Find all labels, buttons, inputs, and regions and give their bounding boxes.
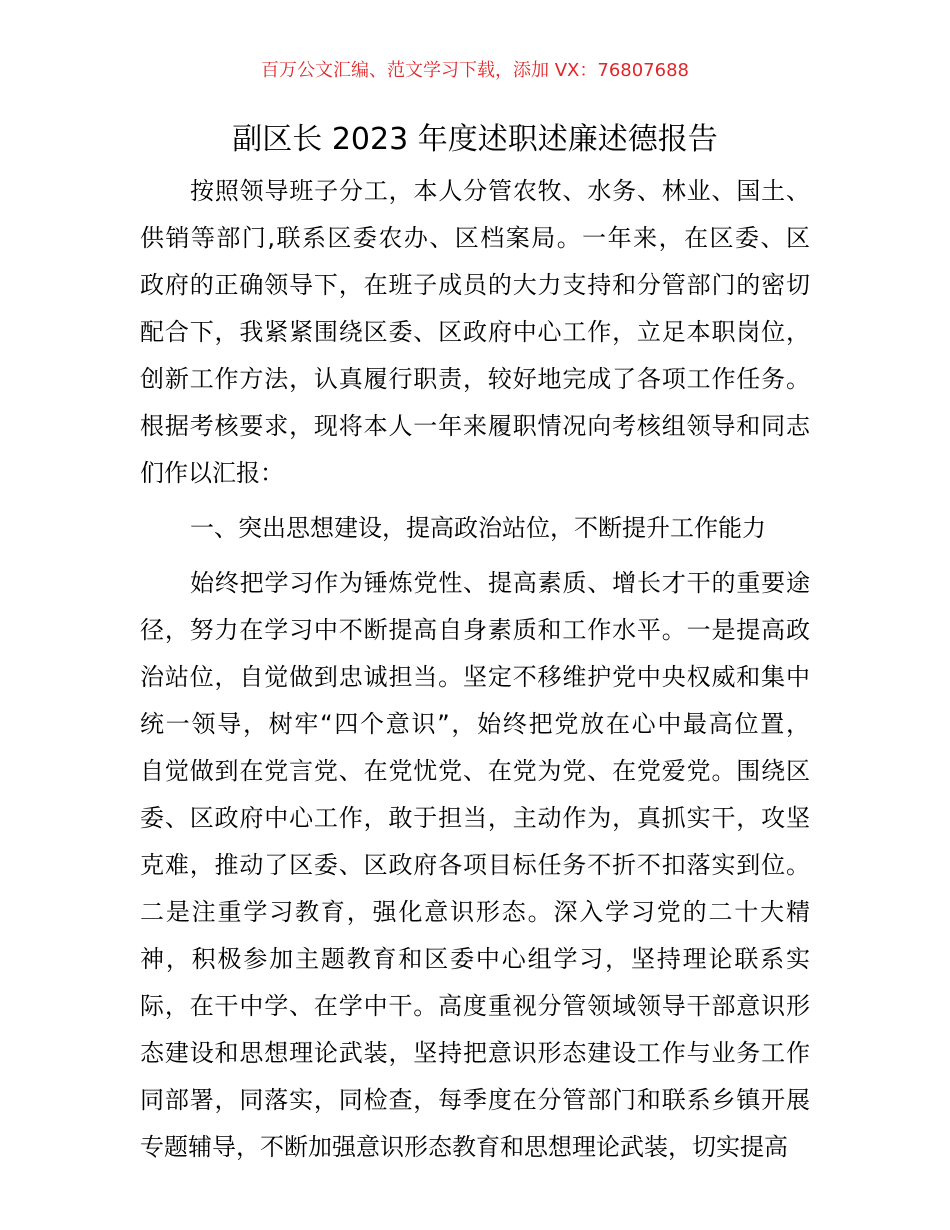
text-line: 根据考核要求，现将本人一年来履职情况向考核组领导和同志: [140, 412, 810, 440]
section-heading: [140, 505, 810, 552]
text-line: 一、突出思想建设，提高政治站位，不断提升工作能力: [190, 514, 766, 542]
text-line: 们作以汇报：: [140, 459, 284, 487]
paragraph-gap: [140, 552, 810, 560]
text-line: 神，积极参加主题教育和区委中心组学习，坚持理论联系实: [140, 945, 810, 973]
text-line: 供销等部门,联系区委农办、区档案局。一年来，在区委、区: [140, 224, 810, 252]
document-title: 副区长 2023 年度述职述廉述德报告: [232, 122, 718, 157]
paragraph-gap: [140, 497, 810, 505]
text-line: 克难，推动了区委、区政府各项目标任务不折不扣落实到位。: [140, 851, 810, 879]
text-line: 二是注重学习教育，强化意识形态。深入学习党的二十大精: [140, 898, 810, 926]
text-line: 政府的正确领导下，在班子成员的大力支持和分管部门的密切: [140, 271, 810, 299]
text-line: 配合下，我紧紧围绕区委、区政府中心工作，立足本职岗位，: [140, 318, 810, 346]
text-line: 同部署，同落实，同检查，每季度在分管部门和联系乡镇开展: [140, 1086, 810, 1114]
text-line: 委、区政府中心工作，敢于担当，主动作为，真抓实干，攻坚: [140, 804, 810, 832]
text-line: 始终把学习作为锤炼党性、提高素质、增长才干的重要途: [190, 569, 810, 597]
watermark-header: 百万公文汇编、范文学习下载，添加 VX：76807688: [261, 60, 689, 81]
text-line: 统一领导，树牢“四个意识”，始终把党放在心中最高位置，: [140, 710, 810, 738]
text-line: 专题辅导，不断加强意识形态教育和思想理论武装，切实提高: [140, 1133, 788, 1161]
text-line: 创新工作方法，认真履行职责，较好地完成了各项工作任务。: [140, 365, 810, 393]
text-line: 自觉做到在党言党、在党忧党、在党为党、在党爱党。围绕区: [140, 757, 810, 785]
text-line: 按照领导班子分工，本人分管农牧、水务、林业、国土、: [190, 177, 810, 205]
document-body: [140, 168, 810, 1171]
text-line: 际，在干中学、在学中干。高度重视分管领域领导干部意识形: [140, 992, 810, 1020]
text-line: 治站位，自觉做到忠诚担当。坚定不移维护党中央权威和集中: [140, 663, 810, 691]
text-line: 态建设和思想理论武装，坚持把意识形态建设工作与业务工作: [140, 1039, 810, 1067]
paragraph: [140, 560, 810, 1171]
text-line: 径，努力在学习中不断提高自身素质和工作水平。一是提高政: [140, 616, 810, 644]
paragraph: [140, 168, 810, 497]
